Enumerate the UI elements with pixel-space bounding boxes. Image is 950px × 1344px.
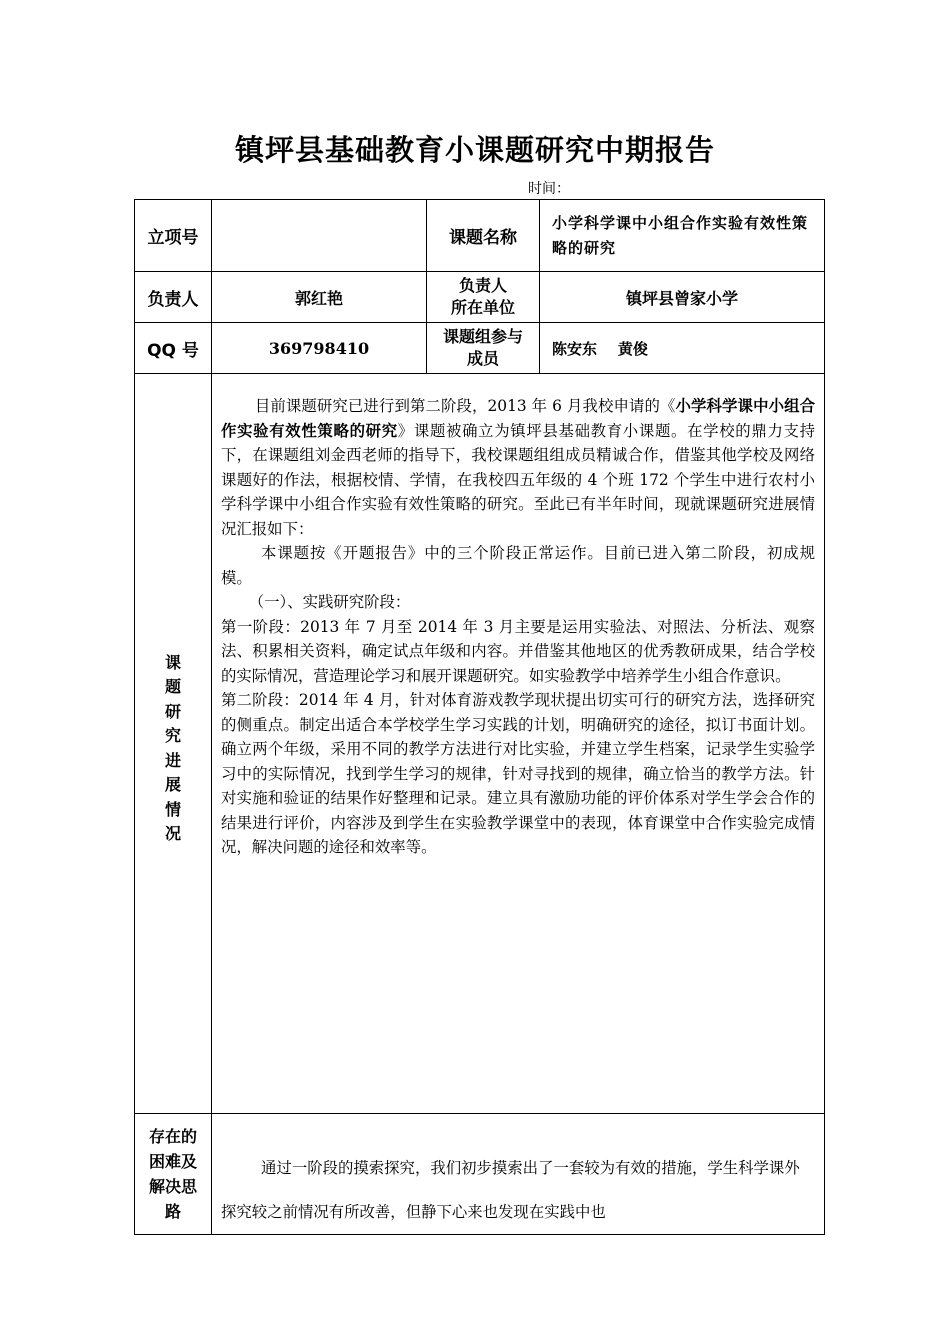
- progress-paragraph-4: 第一阶段：2013 年 7 月至 2014 年 3 月主要是运用实验法、对照法、分析法、观察法、积累相关资料，确定试点年级和内容。并借鉴其他地区的优秀教研成果，结合学校的实际情况，营造理论学习和展开课题研究。如实验教学中培养学生小组合作意识。: [221, 617, 815, 685]
- p1-text-a: 目前课题研究已进行到第二阶段，2013 年 6 月我校申请的《: [254, 397, 676, 415]
- difficulty-label-line: 解决思: [148, 1177, 197, 1196]
- progress-label-char: 研: [164, 701, 181, 721]
- progress-paragraph-3: （一）、实践研究阶段：: [248, 593, 411, 611]
- project-number-label: 立项号: [135, 200, 212, 272]
- progress-label-char: 进: [164, 750, 181, 770]
- time-label: 时间：: [528, 181, 570, 197]
- table-row: [135, 1114, 825, 1235]
- progress-label-char: 展: [164, 775, 181, 794]
- members-value: 陈安东 黄俊: [540, 323, 825, 374]
- qq-label: QQ 号: [135, 323, 212, 374]
- difficulty-label-line: 困难及: [148, 1152, 197, 1171]
- members-label: [427, 323, 540, 374]
- progress-label-char: 况: [164, 824, 181, 843]
- leader-unit-value: 镇坪县曾家小学: [540, 272, 825, 323]
- p1-text-c: 》课题被确立为镇坪县基础教育小课题。在学校的鼎力支持下，在课题组刘金西老师的指导下，我校课题组组成员精诚合作，借鉴其他学校及网络课题好的作法，根据校情、学情，在我校四五年级的 4 个班 172 个学生中进行农村小学科学课中小组合作实验有效性策略的研究。至此已有半年时间，现就课题研究进展情况汇报如下：: [221, 421, 815, 538]
- topic-name-label: 课题名称: [427, 200, 540, 272]
- leader-unit-label: [427, 272, 540, 323]
- progress-label: [135, 374, 212, 1114]
- leader-label: 负责人: [135, 272, 212, 323]
- progress-paragraph-5: 第二阶段：2014 年 4 月，针对体育游戏教学现状提出切实可行的研究方法，选择研究的侧重点。制定出适合本学校学生学习实践的计划，明确研究的途径，拟订书面计划。 确立两个年级，采用不同的教学方法进行对比实验，并建立学生档案，记录学生实验学习中的实际情况，找到学生学习的规律，针对寻找到的规律，确立恰当的教学方法。针对实施和验证的结果作好整理和记录。建立具有激励功能的评价体系对学生学会合作的结果进行评价，内容涉及到学生在实验教学课堂中的表现，体育课堂中合作实验完成情况，解决问题的途径和效率等。: [221, 691, 815, 856]
- progress-label-char: 情: [164, 799, 181, 819]
- progress-paragraph-1: [221, 394, 815, 541]
- progress-label-char: 课: [164, 652, 181, 672]
- difficulty-label: [135, 1114, 212, 1235]
- report-title: 镇坪县基础教育小课题研究中期报告: [234, 133, 715, 167]
- table-row: [135, 200, 825, 272]
- members-label-line1: 课题组参与: [442, 327, 523, 346]
- table-row: [135, 272, 825, 323]
- report-table: [134, 199, 825, 1235]
- table-row: [135, 323, 825, 374]
- progress-label-char: 究: [164, 726, 181, 745]
- members-label-line2: 成员: [466, 349, 499, 368]
- progress-content: [212, 374, 825, 1114]
- progress-label-char: 题: [164, 677, 181, 696]
- difficulty-label-line: 存在的: [148, 1127, 197, 1146]
- qq-value: 369798410: [212, 323, 427, 374]
- p1-topic-bold: 小学科学课中小组合作实验有效性策略的研究: [221, 397, 815, 440]
- table-row: [135, 374, 825, 1114]
- progress-paragraph-2: 本课题按《开题报告》中的三个阶段正常运作。目前已进入第二阶段，初成规模。: [221, 544, 815, 587]
- difficulty-label-line: 路: [164, 1202, 181, 1221]
- leader-unit-label-line1: 负责人: [458, 276, 507, 295]
- difficulty-content: [212, 1114, 825, 1235]
- topic-name-value: 小学科学课中小组合作实验有效性策略的研究: [540, 200, 825, 272]
- leader-unit-label-line2: 所在单位: [450, 298, 515, 317]
- difficulty-paragraph: 通过一阶段的摸索探究，我们初步摸索出了一套较为有效的措施，学生科学课外探究较之前情况有所改善，但静下心来也发现在实践中也: [221, 1159, 800, 1221]
- leader-value: 郭红艳: [212, 272, 427, 323]
- project-number-value: [212, 200, 427, 272]
